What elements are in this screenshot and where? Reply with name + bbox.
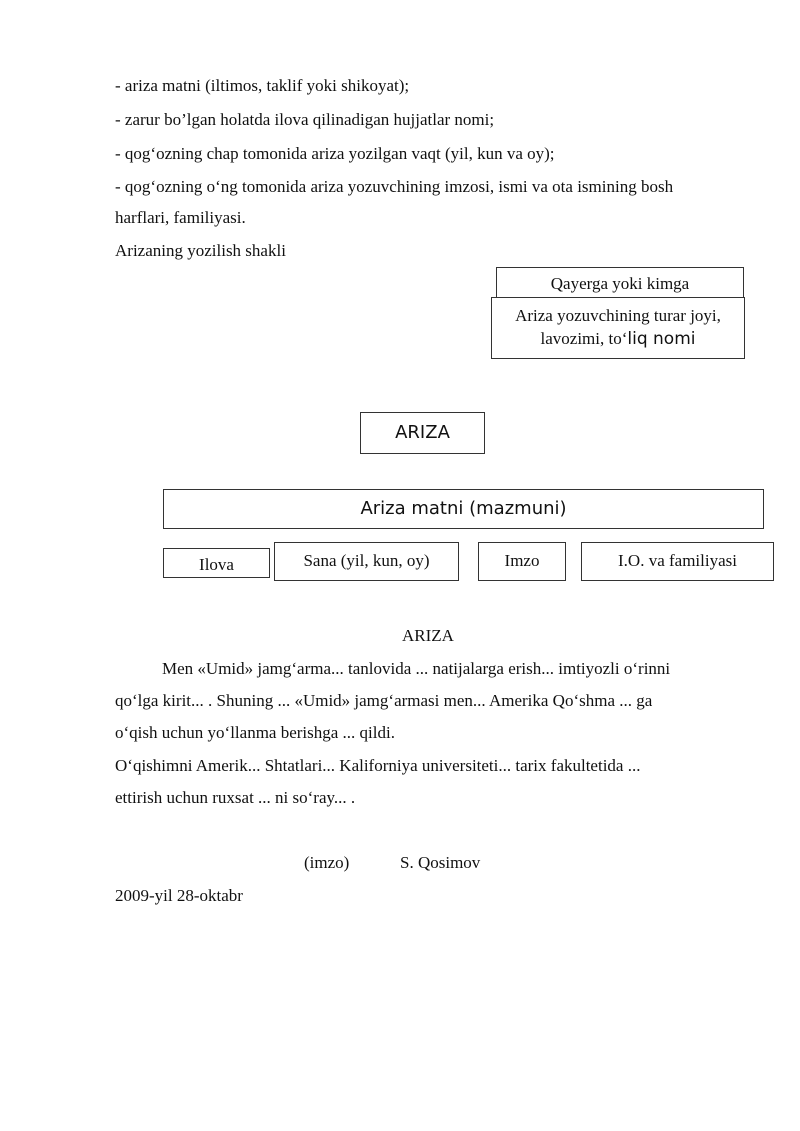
sample-date: 2009-yil 28-oktabr bbox=[115, 886, 243, 905]
recipient-box: Qayerga yoki kimga bbox=[496, 267, 744, 300]
form-title-box: ARIZA bbox=[360, 412, 485, 454]
name-box: I.O. va familiyasi bbox=[581, 542, 774, 581]
sample-line: Men «Umid» jamg‘arma... tanlovida ... natijalarga erish... imtiyozli o‘rinni bbox=[162, 659, 671, 678]
section-subtitle: Arizaning yozilish shakli bbox=[115, 241, 286, 260]
sample-title: ARIZA bbox=[402, 626, 454, 645]
bullet-item: harflari, familiyasi. bbox=[115, 208, 246, 227]
sender-line-2 bbox=[492, 327, 744, 351]
bullet-item: - qog‘ozning o‘ng tomonida ariza yozuvchining imzosi, ismi va ota ismining bosh bbox=[115, 177, 674, 196]
bullet-item: - qog‘ozning chap tomonida ariza yozilgan vaqt (yil, kun va oy); bbox=[115, 144, 555, 163]
attachment-box: Ilova bbox=[163, 548, 270, 578]
bullet-item: - zarur bo’lgan holatda ilova qilinadigan hujjatlar nomi; bbox=[115, 110, 495, 129]
sender-line-1: Ariza yozuvchining turar joyi, bbox=[515, 306, 721, 325]
sample-line: qo‘lga kirit... . Shuning ... «Umid» jamg‘armasi men... Amerika Qo‘shma ... ga bbox=[115, 691, 653, 710]
bullet-item: - ariza matni (iltimos, taklif yoki shikoyat); bbox=[115, 76, 410, 95]
sample-line: O‘qishimni Amerik... Shtatlari... Kaliforniya universiteti... tarix fakultetida ... bbox=[115, 756, 641, 775]
sender-line-2-serif: lavozimi, to‘ bbox=[540, 329, 628, 348]
signature-label: (imzo) bbox=[304, 853, 350, 872]
body-box: Ariza matni (mazmuni) bbox=[163, 489, 764, 529]
sender-box bbox=[491, 297, 745, 359]
sender-line-2-sans: liq nomi bbox=[627, 329, 696, 349]
date-box: Sana (yil, kun, oy) bbox=[274, 542, 459, 581]
sample-line: ettirish uchun ruxsat ... ni so‘ray... . bbox=[115, 788, 356, 807]
sample-line: o‘qish uchun yo‘llanma berishga ... qildi. bbox=[115, 723, 395, 742]
signature-box: Imzo bbox=[478, 542, 566, 581]
author-name: S. Qosimov bbox=[400, 853, 481, 872]
